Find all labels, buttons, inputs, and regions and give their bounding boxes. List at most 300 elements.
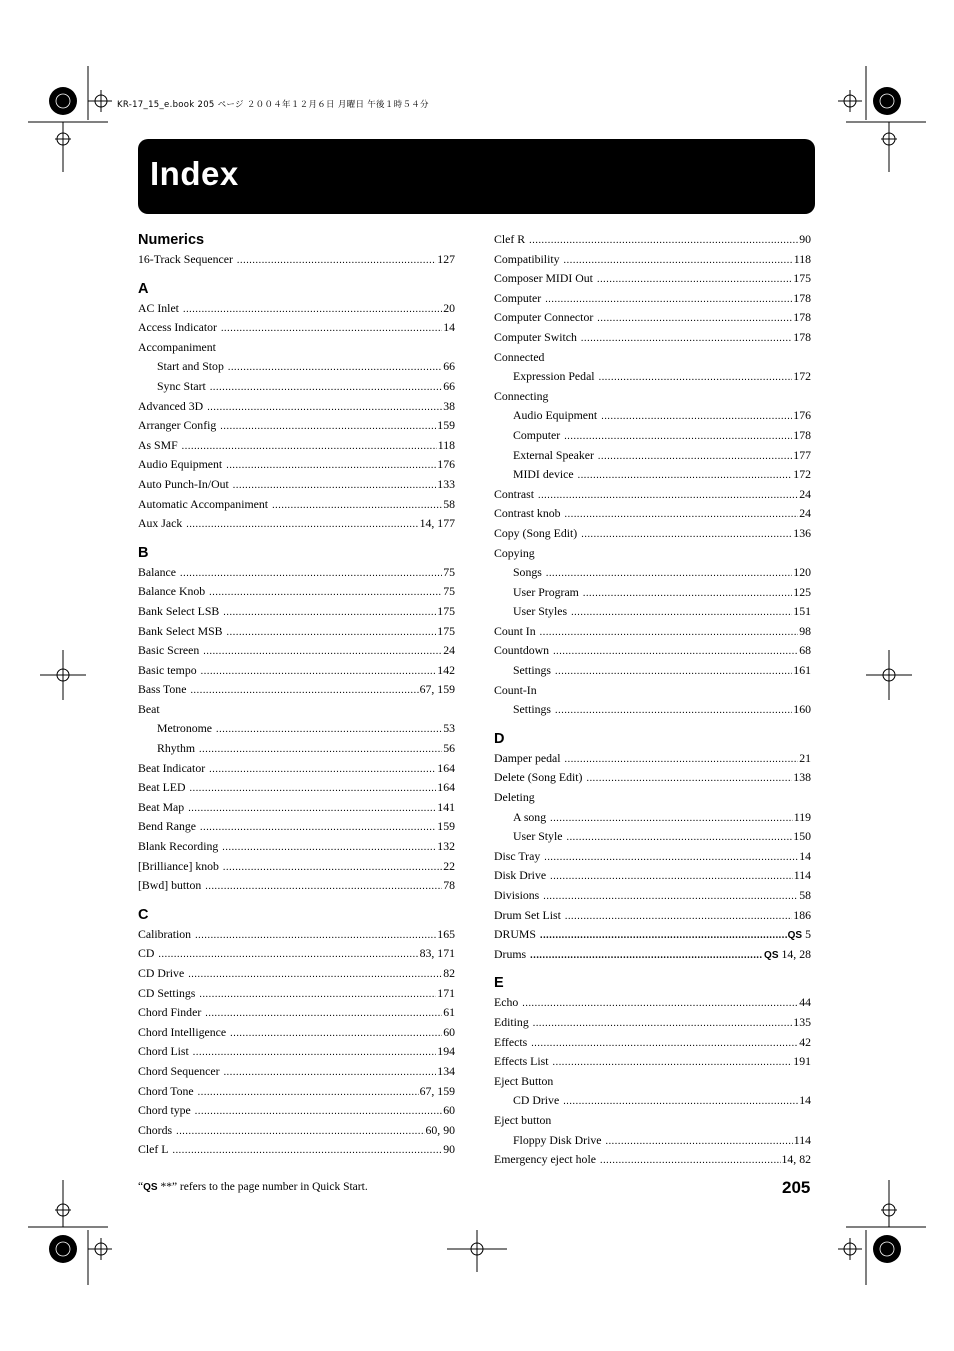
dot-leader bbox=[203, 642, 442, 662]
entry-term: CD Drive bbox=[513, 1093, 560, 1108]
entry-term: CD Drive bbox=[138, 966, 185, 980]
entry-page bbox=[793, 661, 811, 681]
page-ref: 175 bbox=[437, 603, 455, 618]
page-ref: 118 bbox=[437, 437, 455, 452]
entry-page bbox=[793, 289, 811, 309]
page-ref: 176 bbox=[437, 457, 455, 472]
page-ref: 120 bbox=[793, 565, 811, 580]
entry-term: Chord Finder bbox=[138, 1005, 202, 1020]
dot-leader bbox=[172, 1141, 442, 1161]
entry-page bbox=[443, 495, 455, 515]
section-heading: B bbox=[138, 544, 149, 561]
entry-page bbox=[793, 367, 811, 387]
entry-page bbox=[437, 250, 455, 270]
page-ref: 56 bbox=[443, 741, 455, 756]
dot-leader bbox=[546, 564, 792, 584]
index-entry bbox=[138, 944, 455, 964]
entry-term: Contrast knob bbox=[494, 506, 561, 521]
entry-page bbox=[443, 641, 455, 661]
entry-term: Composer MIDI Out bbox=[494, 271, 593, 286]
dot-leader bbox=[578, 466, 793, 486]
page-ref: 58 bbox=[799, 888, 811, 902]
entry-page bbox=[794, 808, 811, 828]
dot-leader bbox=[565, 505, 799, 525]
index-entry bbox=[494, 681, 811, 701]
index-subentry bbox=[494, 406, 811, 426]
index-entry bbox=[494, 622, 811, 642]
entry-term: Chords bbox=[138, 1122, 173, 1137]
index-entry bbox=[138, 475, 455, 495]
page-ref: 175 bbox=[793, 271, 811, 286]
page-ref: 14 bbox=[443, 320, 455, 335]
entry-page bbox=[420, 680, 455, 700]
index-entry bbox=[138, 250, 455, 270]
entry-term: Connected bbox=[494, 349, 545, 364]
dot-leader bbox=[233, 476, 437, 496]
page-ref: 165 bbox=[437, 926, 455, 941]
entry-term: Divisions bbox=[494, 888, 540, 902]
entry-page bbox=[437, 1042, 455, 1062]
dot-leader bbox=[200, 818, 436, 838]
entry-term: Basic tempo bbox=[138, 662, 197, 677]
page-ref: 98 bbox=[799, 623, 811, 638]
dot-leader bbox=[564, 427, 792, 447]
entry-term: [Bwd] button bbox=[138, 878, 202, 893]
index-entry bbox=[138, 563, 455, 583]
entry-page bbox=[443, 739, 455, 759]
dot-leader bbox=[195, 1102, 442, 1122]
entry-page bbox=[793, 1013, 811, 1033]
page-ref: 194 bbox=[437, 1044, 455, 1059]
dot-leader bbox=[180, 564, 442, 584]
index-entry bbox=[138, 798, 455, 818]
entry-page bbox=[793, 426, 811, 446]
dot-leader bbox=[226, 456, 436, 476]
dot-leader bbox=[222, 838, 436, 858]
page-ref: 42 bbox=[799, 1034, 811, 1049]
page-ref: 178 bbox=[793, 310, 811, 325]
entry-page bbox=[443, 397, 455, 417]
entry-page bbox=[764, 945, 811, 966]
page-ref: 114 bbox=[793, 1132, 811, 1147]
index-entry bbox=[138, 759, 455, 779]
entry-term: Connecting bbox=[494, 388, 549, 403]
entry-term: Clef R bbox=[494, 232, 526, 246]
index-entry bbox=[494, 308, 811, 328]
page-ref: 127 bbox=[437, 252, 455, 266]
entry-page bbox=[794, 866, 811, 886]
dot-leader bbox=[223, 603, 436, 623]
page-ref: 138 bbox=[793, 770, 811, 785]
section-heading: D bbox=[494, 730, 505, 747]
page-ref: 5 bbox=[805, 927, 811, 942]
index-entry bbox=[138, 641, 455, 661]
dot-leader bbox=[566, 828, 792, 848]
index-entry bbox=[138, 622, 455, 642]
entry-page bbox=[437, 984, 455, 1004]
page-ref: 114 bbox=[793, 868, 811, 883]
dot-leader bbox=[209, 760, 436, 780]
entry-term: Copying bbox=[494, 545, 535, 560]
footnote bbox=[138, 1181, 368, 1193]
page-ref: 14, 177 bbox=[419, 516, 455, 531]
entry-page bbox=[438, 436, 455, 456]
index-subentry bbox=[138, 739, 455, 759]
entry-term: User Program bbox=[513, 584, 579, 599]
index-entry bbox=[138, 602, 455, 622]
page-ref: 178 bbox=[793, 427, 811, 442]
dot-leader bbox=[600, 1151, 781, 1171]
entry-term: Chord Sequencer bbox=[138, 1063, 220, 1078]
index-subentry bbox=[494, 827, 811, 847]
entry-term: Beat bbox=[138, 701, 160, 716]
dot-leader bbox=[601, 407, 792, 427]
entry-term: Beat Map bbox=[138, 799, 185, 814]
entry-page bbox=[799, 886, 811, 906]
index-entry bbox=[138, 817, 455, 837]
index-subentry bbox=[494, 602, 811, 622]
page-ref: 172 bbox=[793, 467, 811, 482]
index-entry bbox=[138, 837, 455, 857]
entry-term: Audio Equipment bbox=[138, 457, 223, 472]
page-ref: 14, 28 bbox=[781, 946, 811, 961]
entry-term: Delete (Song Edit) bbox=[494, 770, 583, 785]
dot-leader bbox=[158, 945, 418, 965]
page-ref: 90 bbox=[443, 1142, 455, 1157]
entry-term: Editing bbox=[494, 1014, 529, 1029]
index-subentry bbox=[494, 1091, 811, 1111]
entry-page bbox=[793, 524, 811, 544]
dot-leader bbox=[544, 848, 798, 868]
entry-page bbox=[799, 847, 811, 867]
page-ref: 14 bbox=[799, 848, 811, 863]
entry-page bbox=[426, 1121, 456, 1141]
entry-page bbox=[437, 1062, 455, 1082]
entry-term: Bend Range bbox=[138, 819, 196, 834]
page-ref: 66 bbox=[443, 359, 455, 374]
page-ref: 191 bbox=[793, 1054, 811, 1069]
index-subentry bbox=[494, 700, 811, 720]
dot-leader bbox=[199, 740, 442, 760]
entry-page bbox=[799, 485, 811, 505]
index-entry bbox=[138, 661, 455, 681]
dot-leader bbox=[201, 662, 437, 682]
entry-page bbox=[443, 1023, 455, 1043]
entry-page bbox=[793, 465, 811, 485]
entry-term: Bass Tone bbox=[138, 682, 187, 697]
dot-leader bbox=[198, 1083, 419, 1103]
dot-leader bbox=[207, 398, 442, 418]
entry-term: Beat LED bbox=[138, 780, 186, 795]
dot-leader bbox=[598, 447, 792, 467]
page-ref: 178 bbox=[793, 329, 811, 344]
entry-page bbox=[437, 925, 455, 945]
dot-leader bbox=[553, 1053, 793, 1073]
page-ref: 118 bbox=[793, 251, 811, 266]
page-ref: 159 bbox=[437, 819, 455, 834]
entry-page bbox=[799, 749, 811, 769]
dot-leader bbox=[581, 525, 792, 545]
entry-page bbox=[437, 837, 455, 857]
dot-leader bbox=[199, 985, 436, 1005]
index-subentry bbox=[494, 661, 811, 681]
entry-page bbox=[437, 416, 455, 436]
entry-term: Bank Select LSB bbox=[138, 603, 220, 618]
page-ref: 24 bbox=[799, 486, 811, 501]
page-ref: 14 bbox=[799, 1093, 811, 1108]
entry-page bbox=[443, 582, 455, 602]
dot-leader bbox=[555, 662, 792, 682]
page-ref: 164 bbox=[437, 780, 455, 795]
dot-leader bbox=[205, 1004, 442, 1024]
entry-page bbox=[793, 563, 811, 583]
entry-term: Damper pedal bbox=[494, 750, 561, 765]
qs-label: QS bbox=[143, 1182, 158, 1193]
entry-term: Automatic Accompaniment bbox=[138, 496, 269, 511]
index-entry bbox=[494, 788, 811, 808]
page-ref: 61 bbox=[443, 1005, 455, 1020]
entry-page bbox=[443, 377, 455, 397]
entry-page bbox=[443, 563, 455, 583]
entry-page bbox=[437, 475, 455, 495]
index-entry bbox=[138, 338, 455, 358]
index-subentry bbox=[494, 563, 811, 583]
entry-term: CD bbox=[138, 946, 155, 961]
page-ref: 175 bbox=[437, 623, 455, 638]
entry-term: Count-In bbox=[494, 682, 537, 697]
dot-leader bbox=[581, 329, 792, 349]
dot-leader bbox=[186, 515, 418, 535]
index-section bbox=[494, 729, 811, 965]
entry-page bbox=[437, 622, 455, 642]
index-entry bbox=[494, 1013, 811, 1033]
entry-page bbox=[793, 700, 811, 720]
entry-term: Compatibility bbox=[494, 251, 560, 266]
entry-term: Beat Indicator bbox=[138, 760, 206, 775]
page-ref: 67, 159 bbox=[419, 1083, 455, 1098]
dot-leader bbox=[188, 965, 442, 985]
entry-term: Copy (Song Edit) bbox=[494, 525, 578, 540]
dot-leader bbox=[550, 809, 793, 829]
index-entry bbox=[494, 1033, 811, 1053]
index-entry bbox=[138, 397, 455, 417]
entry-term: Aux Jack bbox=[138, 516, 183, 531]
page-ref: 60 bbox=[443, 1103, 455, 1118]
index-entry bbox=[138, 1062, 455, 1082]
dot-leader bbox=[272, 496, 442, 516]
index-entry bbox=[494, 1150, 811, 1170]
entry-page bbox=[799, 1091, 811, 1111]
dot-leader bbox=[223, 858, 442, 878]
index-entry bbox=[494, 1111, 811, 1131]
entry-page bbox=[443, 876, 455, 896]
entry-term: Balance Knob bbox=[138, 584, 206, 599]
page-ref: 75 bbox=[443, 584, 455, 599]
index-entry bbox=[494, 768, 811, 788]
dot-leader bbox=[237, 251, 436, 271]
index-section bbox=[138, 279, 455, 534]
entry-term: Bank Select MSB bbox=[138, 623, 223, 638]
entry-term: User Style bbox=[513, 829, 563, 844]
entry-page bbox=[793, 269, 811, 289]
dot-leader bbox=[205, 877, 442, 897]
page-ref: 22 bbox=[443, 858, 455, 873]
entry-term: Start and Stop bbox=[157, 359, 224, 374]
index-entry bbox=[138, 1082, 455, 1102]
index-entry bbox=[494, 641, 811, 661]
dot-leader bbox=[555, 701, 792, 721]
index-subentry bbox=[494, 1131, 811, 1151]
entry-term: Eject button bbox=[494, 1112, 552, 1127]
page-ref: 133 bbox=[437, 476, 455, 491]
page-ref: 178 bbox=[793, 290, 811, 305]
index-entry bbox=[138, 318, 455, 338]
entry-page bbox=[420, 944, 455, 964]
entry-page bbox=[443, 299, 455, 319]
entry-term: Computer Switch bbox=[494, 329, 577, 344]
dot-leader bbox=[176, 1122, 424, 1142]
entry-term: Settings bbox=[513, 702, 552, 717]
entry-page bbox=[437, 759, 455, 779]
index-entry bbox=[138, 1121, 455, 1141]
index-entry bbox=[494, 866, 811, 886]
index-entry bbox=[494, 749, 811, 769]
entry-page bbox=[443, 964, 455, 984]
index-entry bbox=[138, 495, 455, 515]
index-entry bbox=[494, 1052, 811, 1072]
index-entry bbox=[494, 250, 811, 270]
entry-page bbox=[437, 602, 455, 622]
dot-leader bbox=[224, 1063, 437, 1083]
entry-page bbox=[443, 318, 455, 338]
entry-page bbox=[793, 446, 811, 466]
page-ref: 172 bbox=[793, 369, 811, 384]
index-column-right bbox=[494, 230, 811, 1170]
entry-page bbox=[437, 817, 455, 837]
page-ref: 160 bbox=[793, 702, 811, 717]
section-heading: A bbox=[138, 280, 149, 297]
entry-page bbox=[443, 857, 455, 877]
index-entry bbox=[494, 925, 811, 945]
entry-page bbox=[799, 993, 811, 1013]
qs-label: QS bbox=[764, 949, 779, 961]
entry-term: MIDI device bbox=[513, 467, 574, 482]
entry-term: Deleting bbox=[494, 790, 535, 805]
entry-page bbox=[793, 906, 811, 926]
dot-leader bbox=[183, 300, 442, 320]
index-entry bbox=[494, 289, 811, 309]
page-ref: 90 bbox=[799, 232, 811, 246]
entry-term: CD Settings bbox=[138, 985, 196, 1000]
index-entry bbox=[138, 416, 455, 436]
index-entry bbox=[494, 993, 811, 1013]
index-entry bbox=[138, 857, 455, 877]
entry-page bbox=[799, 622, 811, 642]
entry-term: Access Indicator bbox=[138, 320, 217, 335]
entry-term: Disk Drive bbox=[494, 868, 547, 883]
dot-leader bbox=[553, 642, 798, 662]
index-section bbox=[494, 230, 811, 720]
index-section bbox=[138, 230, 455, 270]
footnote-text: **” refers to the page number in Quick Start. bbox=[157, 1181, 368, 1193]
page-ref: 68 bbox=[799, 643, 811, 658]
index-subentry bbox=[494, 465, 811, 485]
page-ref: 58 bbox=[443, 496, 455, 511]
dot-leader bbox=[599, 368, 793, 388]
entry-term: Chord List bbox=[138, 1044, 189, 1059]
page-ref: 171 bbox=[437, 985, 455, 1000]
page-ref: 21 bbox=[799, 750, 811, 765]
dot-leader bbox=[531, 1034, 798, 1054]
dot-leader bbox=[216, 720, 442, 740]
entry-term: Clef L bbox=[138, 1142, 169, 1157]
page-ref: 82 bbox=[443, 966, 455, 980]
section-heading: Numerics bbox=[138, 232, 205, 248]
dot-leader bbox=[565, 907, 792, 927]
entry-term: Contrast bbox=[494, 486, 534, 501]
entry-term: Chord Intelligence bbox=[138, 1024, 227, 1039]
entry-term: Echo bbox=[494, 995, 519, 1010]
dot-leader bbox=[529, 231, 798, 251]
dot-leader bbox=[188, 799, 436, 819]
index-entry bbox=[138, 700, 455, 720]
dot-leader bbox=[533, 1014, 793, 1034]
index-entry bbox=[138, 1023, 455, 1043]
index-entry bbox=[494, 269, 811, 289]
page-ref: 135 bbox=[793, 1014, 811, 1029]
entry-page bbox=[443, 1101, 455, 1121]
page-ref: 60 bbox=[443, 1024, 455, 1039]
page-ref: 24 bbox=[799, 506, 811, 521]
page-ref: 66 bbox=[443, 378, 455, 393]
dot-leader bbox=[538, 486, 798, 506]
entry-term: Computer Connector bbox=[494, 310, 594, 325]
entry-page bbox=[437, 798, 455, 818]
dot-leader bbox=[597, 309, 792, 329]
entry-term: Chord Tone bbox=[138, 1083, 194, 1098]
entry-term: Computer bbox=[494, 290, 542, 305]
index-entry bbox=[138, 582, 455, 602]
entry-term: Emergency eject hole bbox=[494, 1152, 596, 1167]
dot-leader bbox=[227, 623, 437, 643]
entry-term: Metronome bbox=[157, 721, 213, 736]
dot-leader bbox=[193, 1043, 437, 1063]
dot-leader bbox=[583, 584, 792, 604]
index-subentry bbox=[138, 357, 455, 377]
entry-term: Effects bbox=[494, 1034, 528, 1049]
entry-term: A song bbox=[513, 809, 547, 824]
dot-leader bbox=[550, 867, 793, 887]
page-ref: 176 bbox=[793, 408, 811, 423]
page-ref: 14, 82 bbox=[781, 1152, 811, 1167]
index-section bbox=[138, 543, 455, 896]
page-ref: 24 bbox=[443, 643, 455, 658]
entry-term: AC Inlet bbox=[138, 300, 179, 315]
index-section bbox=[494, 973, 811, 1169]
page-ref: 132 bbox=[437, 839, 455, 854]
index-column-left bbox=[138, 230, 455, 1160]
page-number: 205 bbox=[782, 1178, 811, 1197]
entry-page bbox=[443, 357, 455, 377]
dot-leader bbox=[564, 251, 793, 271]
index-entry bbox=[494, 1072, 811, 1092]
index-entry bbox=[494, 348, 811, 368]
entry-page bbox=[782, 1150, 812, 1170]
page-ref: 20 bbox=[443, 300, 455, 315]
entry-page bbox=[443, 1140, 455, 1160]
entry-term: Floppy Disk Drive bbox=[513, 1132, 602, 1147]
dot-leader bbox=[530, 946, 763, 966]
